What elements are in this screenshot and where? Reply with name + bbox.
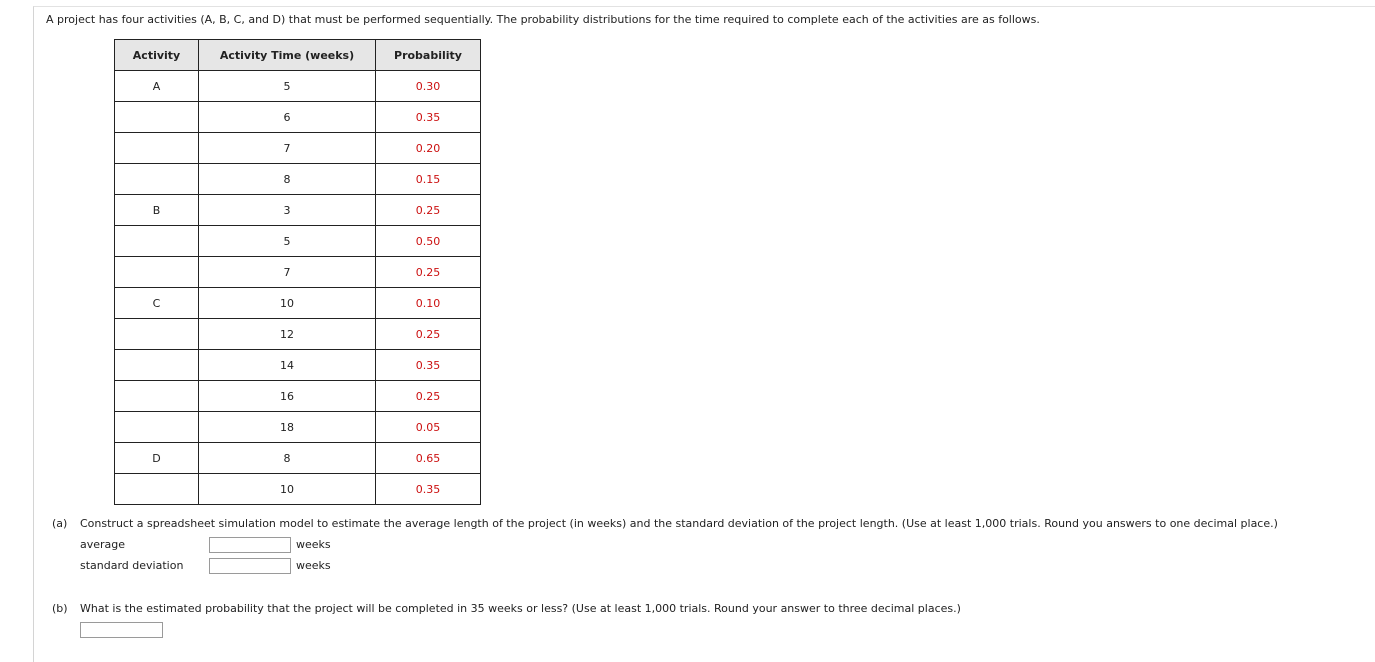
activity-cell [115,381,199,412]
time-cell: 3 [199,195,376,226]
time-cell: 16 [199,381,376,412]
table-row [115,195,481,226]
table-row [115,102,481,133]
problem-intro: A project has four activities (A, B, C, and D) that must be performed sequentially. The probability distributions for the time required to complete each of the activities are as follows. [46,13,1040,26]
question-a [52,517,1278,530]
probability-cell: 0.50 [376,226,481,257]
activity-cell [115,133,199,164]
probability-cell: 0.05 [376,412,481,443]
activity-cell [115,164,199,195]
time-cell: 12 [199,319,376,350]
table-row [115,288,481,319]
question-b-text: What is the estimated probability that the project will be completed in 35 weeks or less? (Use at least 1,000 trials. Round your answer to three decimal places.) [80,602,961,615]
activity-cell [115,319,199,350]
activity-cell [115,257,199,288]
question-a-label: (a) [52,517,68,530]
time-cell: 18 [199,412,376,443]
time-cell: 8 [199,443,376,474]
time-cell: 7 [199,133,376,164]
probability-cell: 0.65 [376,443,481,474]
activity-cell [115,474,199,505]
std-dev-input[interactable] [209,558,291,574]
average-unit: weeks [296,538,331,551]
probability-cell: 0.35 [376,474,481,505]
table-row [115,474,481,505]
header-activity-time: Activity Time (weeks) [199,40,376,71]
probability-cell: 0.10 [376,288,481,319]
table-header-row [115,40,481,71]
probability-cell: 0.30 [376,71,481,102]
question-b-label: (b) [52,602,68,615]
average-label: average [80,538,126,551]
average-input[interactable] [209,537,291,553]
table-row [115,71,481,102]
table-row [115,133,481,164]
activity-cell: B [115,195,199,226]
table-row [115,164,481,195]
probability-cell: 0.20 [376,133,481,164]
table-row [115,350,481,381]
table-row [115,226,481,257]
probability-cell: 0.25 [376,319,481,350]
probability-cell: 0.25 [376,381,481,412]
probability-cell: 0.25 [376,257,481,288]
distribution-table [114,39,481,505]
table-row [115,412,481,443]
table-row [115,257,481,288]
activity-cell: C [115,288,199,319]
activity-cell [115,350,199,381]
activity-cell [115,102,199,133]
time-cell: 6 [199,102,376,133]
activity-cell: A [115,71,199,102]
time-cell: 5 [199,226,376,257]
table-row [115,319,481,350]
time-cell: 5 [199,71,376,102]
time-cell: 7 [199,257,376,288]
time-cell: 14 [199,350,376,381]
table-row [115,381,481,412]
probability-cell: 0.25 [376,195,481,226]
table-row [115,443,481,474]
activity-cell: D [115,443,199,474]
probability-cell: 0.15 [376,164,481,195]
header-activity: Activity [115,40,199,71]
header-probability: Probability [376,40,481,71]
probability-answer-input[interactable] [80,622,163,638]
activity-cell [115,412,199,443]
activity-cell [115,226,199,257]
std-dev-label: standard deviation [80,559,184,572]
probability-cell: 0.35 [376,102,481,133]
std-dev-unit: weeks [296,559,331,572]
question-b [52,602,961,615]
time-cell: 8 [199,164,376,195]
time-cell: 10 [199,474,376,505]
time-cell: 10 [199,288,376,319]
probability-cell: 0.35 [376,350,481,381]
question-a-text: Construct a spreadsheet simulation model to estimate the average length of the project (in weeks) and the standard deviation of the project length. (Use at least 1,000 trials. Round you answers to one decimal place.) [80,517,1278,530]
